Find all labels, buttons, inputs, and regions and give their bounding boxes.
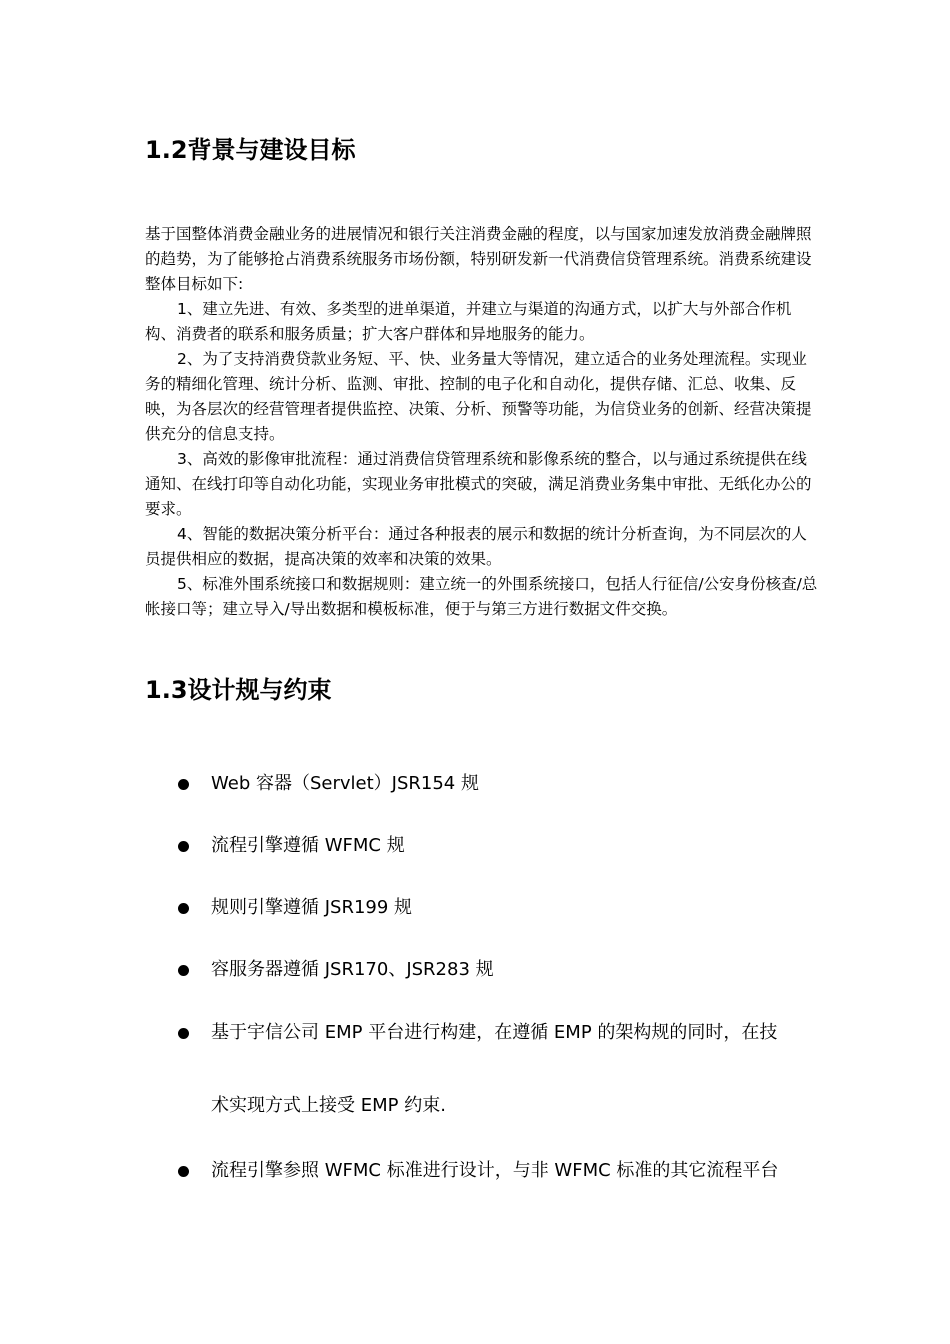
list-item-text: 容服务器遵循 JSR170、JSR283 规 xyxy=(211,959,494,980)
goal-item-3: 3、高效的影像审批流程：通过消费信贷管理系统和影像系统的整合，以与通过系统提供在线通知、在线打印等自动化功能，实现业务审批模式的突破，满足消费业务集中审批、无纸化办公的要求。 xyxy=(145,450,812,518)
list-item-text: 规则引擎遵循 JSR199 规 xyxy=(211,897,413,918)
goal-item-4: 4、智能的数据决策分析平台：通过各种报表的展示和数据的统计分析查询，为不同层次的人员提供相应的数据，提高决策的效率和决策的效果。 xyxy=(145,525,807,568)
list-item-text: Web 容器（Servlet）JSR154 规 xyxy=(211,773,479,794)
list-item-text: 基于宇信公司 EMP 平台进行构建，在遵循 EMP 的架构规的同时，在技 xyxy=(211,1022,778,1043)
list-item-text: 流程引擎遵循 WFMC 规 xyxy=(211,835,405,856)
bullet-dot-icon xyxy=(178,779,189,790)
goal-item-1: 1、建立先进、有效、多类型的进单渠道，并建立与渠道的沟通方式，以扩大与外部合作机构、消费者的联系和服务质量；扩大客户群体和异地服务的能力。 xyxy=(145,300,792,343)
bullet-dot-icon xyxy=(178,903,189,914)
section-heading-1-3: 1.3设计规与约束 xyxy=(145,676,332,704)
section-heading-1-2: 1.2背景与建设目标 xyxy=(145,136,356,164)
bullet-dot-icon xyxy=(178,1166,189,1177)
goal-item-2: 2、为了支持消费贷款业务短、平、快、业务量大等情况，建立适合的业务处理流程。实现业务的精细化管理、统计分析、监测、审批、控制的电子化和自动化，提供存储、汇总、收集、反映，为各层次的经营管理者提供监控、决策、分析、预警等功能，为信贷业务的创新、经营决策提供充分的信息支持。 xyxy=(145,350,812,443)
goal-item-5: 5、标准外围系统接口和数据规则：建立统一的外围系统接口，包括人行征信/公安身份核查/总帐接口等；建立导入/导出数据和模板标准，便于与第三方进行数据文件交换。 xyxy=(145,575,818,618)
intro-paragraph: 基于国整体消费金融业务的进展情况和银行关注消费金融的程度，以与国家加速发放消费金融牌照的趋势，为了能够抢占消费系统服务市场份额，特别研发新一代消费信贷管理系统。消费系统建设整体目标如下: xyxy=(145,225,812,293)
bullet-dot-icon xyxy=(178,1028,189,1039)
list-item-continuation: 术实现方式上接受 EMP 约束. xyxy=(211,1095,446,1116)
bullet-dot-icon xyxy=(178,965,189,976)
list-item-text: 流程引擎参照 WFMC 标准进行设计，与非 WFMC 标准的其它流程平台 xyxy=(211,1160,779,1181)
bullet-dot-icon xyxy=(178,841,189,852)
